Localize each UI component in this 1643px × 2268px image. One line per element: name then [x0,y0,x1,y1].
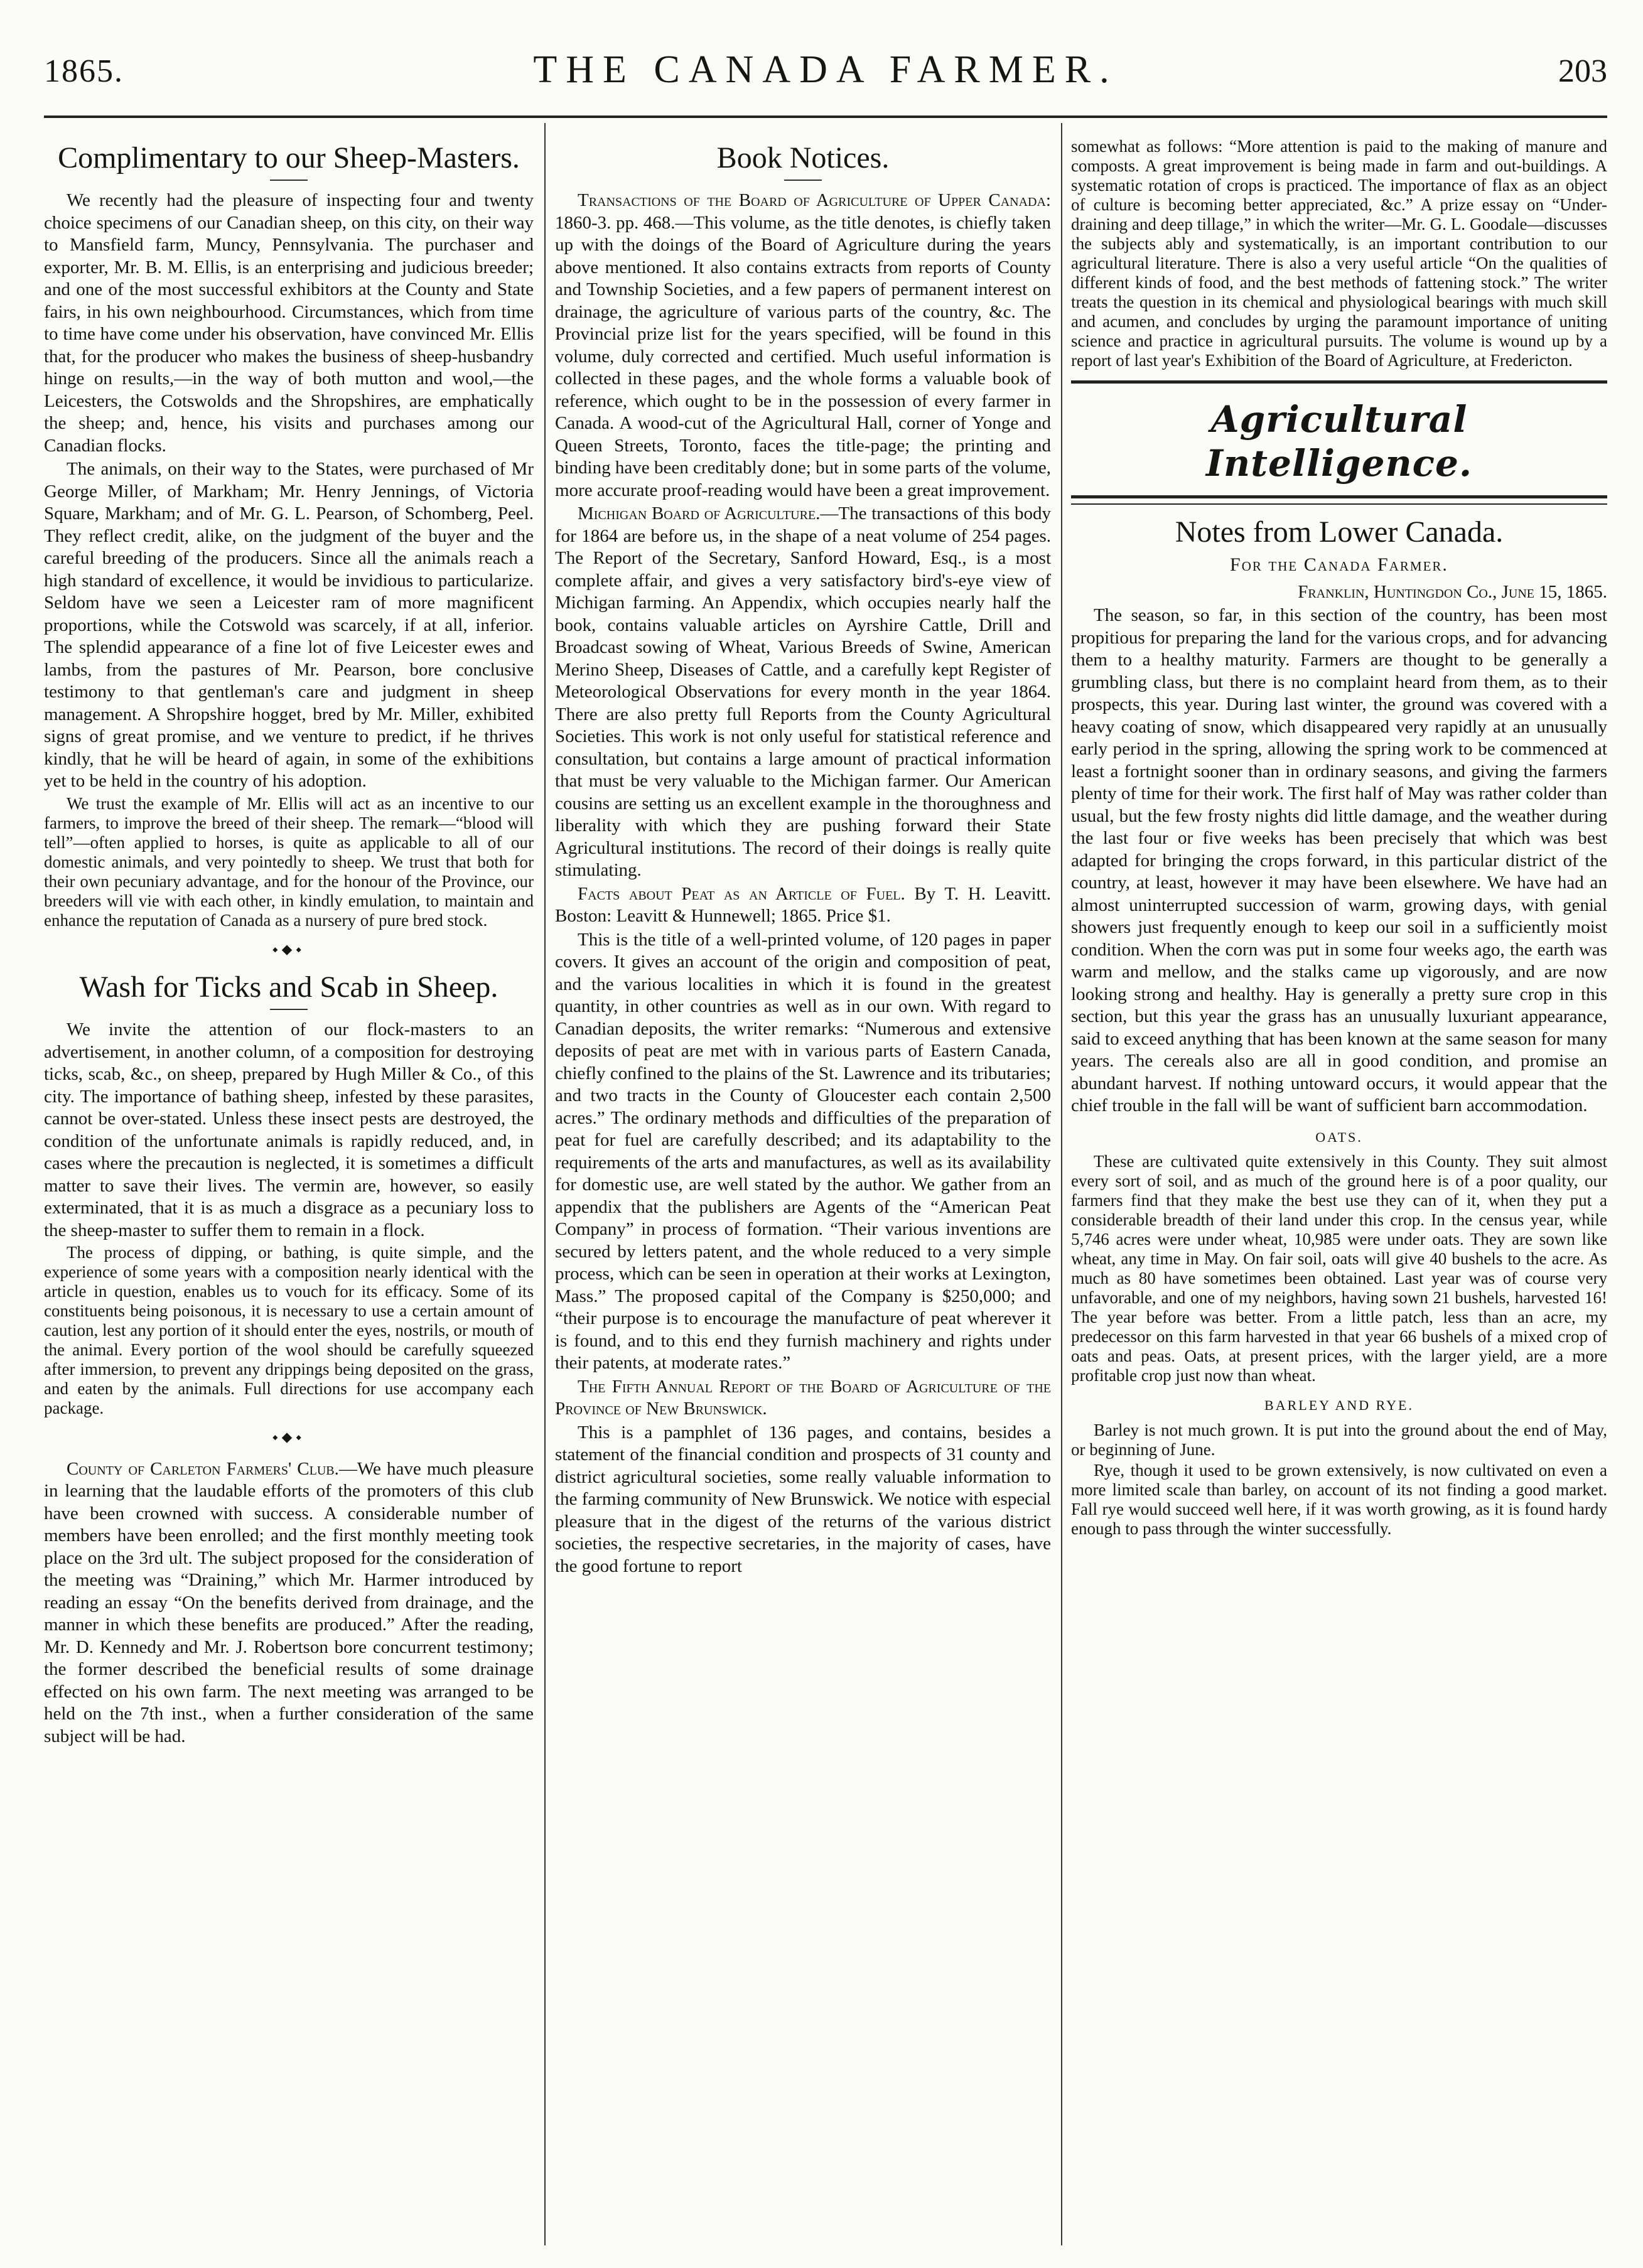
article-paragraph: Barley is not much grown. It is put into the ground about the end of May, or beginning of June. [1071,1420,1607,1459]
article-text: —We have much pleasure in learning that the laudable efforts of the promoters of this club have been crowned with success. A considerable number of members have been enrolled; and the first monthly meeting took place on the 3rd ult. The subject proposed for the consideration of the meeting was “Draining,” which Mr. Harmer introduced by reading an essay “On the benefits derived from drainage, and the manner in which these benefits are produced.” After the reading, Mr. D. Kennedy and Mr. J. Robertson bore concurrent testimony; the former described the beneficial results of some drainage effected on his own farm. The next meeting was arranged to be held on the 7th inst., when a further consideration of the same subject will be had. [44,1458,534,1746]
lead-in: The Fifth Annual Report of the Board of Agriculture of the Province of New Brunswick. [555,1376,1051,1419]
ornament-divider: ⬩⬥⬩ [272,941,306,958]
section-rule-top [1071,380,1607,384]
header-rule [44,116,1607,118]
column-1 [44,137,534,1749]
lead-in: Transactions of the Board of Agriculture of Upper Canada: [578,190,1051,210]
article-paragraph: The process of dipping, or bathing, is quite simple, and the experience of some years with a composition nearly identical with the article in question, enables us to vouch for its efficacy. Some of its constituents being poisonous, it is necessary to use a certain amount of caution, lest any portion of it should enter the eyes, nostrils, or mouth of the animal. Every portion of the wool should be carefully squeezed after immersion, to prevent any drippings being deposited on the grass, and eaten by the animals. Full directions for use accompany each package. [44,1243,534,1417]
article-paragraph: Rye, though it used to be grown extensively, is now cultivated on even a more limited scale than barley, on account of its not finding a good market. Fall rye would succeed well here, if it was worth growing, as it is found hardy enough to pass through the winter successfully. [1071,1460,1607,1538]
byline: For the Canada Farmer. [1230,554,1448,575]
article-paragraph: We invite the attention of our flock-masters to an advertisement, in another column, of a composition for destroying ticks, scab, &c., on sheep, prepared by Hugh Miller & Co., of this city. The importance of bathing sheep, infested by these parasites, cannot be over-stated. Unless these insect pests are destroyed, the condition of the unfortunate animals is rapidly reduced, and, in cases where the precaution is neglected, it is sometimes a difficult matter to save their lives. The vermin are, however, so easily exterminated, that it is as much a disgrace as a pecuniary loss to the sheep-master to suffer them to remain in a flock. [44,1019,534,1240]
book-notice-michigan [555,503,1051,882]
article-title-wash-ticks: Wash for Ticks and Scab in Sheep. [79,970,498,1004]
page-header [44,29,1607,104]
lead-in: Michigan Board of Agriculture. [578,503,821,524]
article-paragraph: These are cultivated quite extensively in this County. They suit almost every sort of soil, and as much of the ground here is of a poor quality, our farmers find that they make the best use they can of it, when they put a considerable breadth of their land under this crop. In the census year, while 5,746 acres were under wheat, 10,985 were under oats. They are sown like wheat, any time in May. On fair soil, oats will give 40 bushels to the acre. As much as 80 have sometimes been obtained. Last year was of course very unfavorable, and one of my neighbors, having sown 21 bushels, harvested 16! The year before was better. From a little patch, less than an acre, my predecessor on this farm harvested in that year 66 bushels of a mixed crop of oats and peas. Oats, at present prices, with the larger yield, are a more profitable crop just now than wheat. [1071,1152,1607,1385]
header-year: 1865. [44,53,124,89]
section-rule-mid [1071,495,1607,498]
title-rule [784,180,822,181]
notice-text: —The transactions of this body for 1864 are before us, in the shape of a neat volume of 254 pages. The Report of the Secretary, Sanford Howard, Esq., is a most complete affair, and gives a very satisfactory bird's-eye view of Michigan farming. An Appendix, which occupies nearly half the book, contains valuable articles on Ayrshire Cattle, Drill and Broadcast sowing of Wheat, Various Breeds of Swine, American Merino Sheep, Diseases of Cattle, and a carefully kept Register of Meteorological Observations for every month in the year 1864. There are also pretty full Reports from the County Agricultural Societies. This work is not only useful for statistical reference and consultation, but contains a large amount of practical information that must be very valuable to the Michigan farmer. Our American cousins are setting us an excellent example in the thoroughness and liberality with which they are pushing forward their State Agricultural institutions. The record of their doings is really quite stimulating. [555,503,1051,880]
notice-text: 1860-3. pp. 468.—This volume, as the title denotes, is chiefly taken up with the doings of the Board of Agriculture during the years above mentioned. It also contains extracts from reports of County and Township Societies, and a few papers of permanent interest on drainage, the agriculture of various parts of the country, &c. The Provincial prize list for the years specified, will be found in this volume, duly corrected and certified. Much useful information is collected in these pages, and the whole forms a valuable book of reference, which ought to be in the possession of every farmer in Canada. A wood-cut of the Agricultural Hall, corner of Yonge and Queen Streets, Toronto, faces the title-page; the printing and binding have been creditably done; but in some parts of the volume, more accurate proof-reading would have been a great improvement. [555,212,1051,500]
book-notice-upper-canada [555,190,1051,502]
page-number: 203 [1558,53,1607,89]
lead-in: County of Carleton Farmers' Club. [67,1458,339,1479]
book-notice-peat: This is the title of a well-printed volume, of 120 pages in paper covers. It gives an account of the origin and composition of peat, and the various localities in which it is found in the greatest quantity, in other countries as well as in our own. With regard to Canadian deposits, the writer remarks: “Numerous and extensive deposits of peat are met with in various parts of Eastern Canada, chiefly confined to the plains of the St. Lawrence and its tributaries; and two tracts in the County of Gloucester each contain 2,500 acres.” The ordinary methods and difficulties of the preparation of peat for fuel are carefully described; and its adaptability to the requirements of the arts and manufactures, as well as its availability for domestic use, are well stated by the author. We gather from an appendix that the publishers are Agents of the “American Peat Company” in process of formation. “Their various inventions are secured by letters patent, and the whole reduced to a very simple process, which can be seen in operation at their works at Lexington, Mass.” The proposed capital of the Company is $250,000; and “their purpose is to encourage the manufacture of peat wherever it is found, and to this end they furnish machinery and rights under their patents, at moderate rates.” [555,929,1051,1373]
book-notice-new-brunswick: This is a pamphlet of 136 pages, and contains, besides a statement of the financial condition and prospects of 31 county and district agricultural societies, some really valuable information to the farming community of New Brunswick. We notice with especial pleasure that in the digest of the returns of the various district societies, the respective secretaries, in the majority of cases, have the good fortune to report [555,1422,1051,1576]
column-divider-2 [1061,123,1062,2245]
column-divider-1 [544,123,546,2245]
masthead-title: THE CANADA FARMER. [533,48,1118,91]
article-paragraph: The season, so far, in this section of the country, has been most propitious for preparing the land for the various crops, and for advancing them to a healthy maturity. Farmers are thought to be generally a grumbling class, but there is no complaint heard from them, as to their prospects, this year. During last winter, the ground was covered with a heavy coating of snow, which disappeared very rapidly at an unusually early period in the spring, allowing the spring work to be commenced at least a fortnight sooner than in ordinary seasons, and giving the farmers plenty of time for their work. The first half of May was rather colder than usual, but the few frosty nights did little damage, and the weather during the last four or five weeks has been precisely that which was best adapted for bringing the crops forward, in this particular district of the country, at least, however it may have been elsewhere. We have had an almost uninterrupted succession of warm, growing days, with genial showers just frequently enough to keep our soil in a sufficiently moist condition. When the corn was put in some four weeks ago, the earth was warm and mellow, and the stalks came up vigorously, and are now looking strong and healthy. Hay is generally a pretty sure crop in this section, but this year the grass has an unusually luxuriant appearance, said to exceed anything that has been known at the same season for many years. The cereals also are all in good condition, and promise an abundant harvest. If nothing untoward occurs, it would appear that the chief trouble in the fall will be want of sufficient barn accommodation. [1071,605,1607,1115]
citation: By T. H. Leavitt. Boston: Leavitt & Hunnewell; 1865. Price $1. [555,883,1051,926]
book-notice-peat-heading [555,883,1051,928]
article-paragraph: We recently had the pleasure of inspecting four and twenty choice specimens of our Canadian sheep, on this city, on their way to Mansfield farm, Muncy, Pennsylvania. The purchaser and exporter, Mr. B. M. Ellis, is an enterprising and judicious breeder; and one of the most successful exhibitors at the County and State fairs, in his own neighbourhood. Circumstances, which from time to time have come under his observation, have convinced Mr. Ellis that, for the producer who makes the business of sheep-husbandry hinge on results,—in the way of both mutton and wool,—the Leicesters, the Cotswolds and the Shropshires, are emphatically the sheep; and, hence, his visits and purchases among our Canadian flocks. [44,190,534,456]
article-paragraph: We trust the example of Mr. Ellis will act as an incentive to our farmers, to improve the breed of their sheep. The remark—“blood will tell”—often applied to horses, is quite as applicable to all of our domestic animals, and very pointedly to sheep. We trust that both for their own pecuniary advantage, and for the honour of the Province, our breeders will vie with each other, in kindly emulation, to maintain and enhance the reputation of Canada as a nursery of pure bred stock. [44,793,534,930]
section-heading-agricultural-intelligence: Agricultural Intelligence. [1205,398,1473,485]
title-rule [270,180,308,181]
title-rule [270,1009,308,1010]
ornament-divider: ⬩⬥⬩ [272,1429,306,1446]
subhead-oats: OATS. [1315,1129,1363,1145]
article-paragraph: The animals, on their way to the States, were purchased of Mr George Miller, of Markham; Mr. Henry Jennings, of Victoria Square, Markham; and of Mr. G. L. Pearson, of Schomberg, Peel. They reflect credit, alike, on the judgment of the buyer and the careful breeding of the producers. Since all the animals reach a high standard of excellence, it would be invidious to particularize. Seldom have we seen a Leicester ram of more magnificent proportions, while the Cotswold was scarcely, if at all, inferior. The splendid appearance of a fine lot of five Leicester ewes and lambs, from the pastures of Mr. Pearson, bore conclusive testimony to that gentleman's care and judgment in sheep management. A Shropshire hogget, bred by Mr. Miller, exhibited signs of great promise, and we venture to predict, if he thrives kindly, that he will be heard of again, in some of the exhibitions yet to be held in the country of his adoption. [44,459,534,791]
column-2 [555,137,1051,1579]
continued-paragraph: somewhat as follows: “More attention is paid to the making of manure and composts. A great improvement is being made in farm and out-buildings. A systematic rotation of crops is practiced. The importance of flax as an object of culture is becoming better appreciated, &c.” A prize essay on “Under-draining and deep tillage,” in which the writer—Mr. G. L. Goodale—discusses the subjects ably and systematically, is an important contribution to our agricultural literature. There is also a very useful article “On the qualities of different kinds of food, and the best methods of fattening stock.” The writer treats the question in its chemical and physiological bearings with much skill and acumen, and concludes by urging the paramount importance of uniting science and practice in agricultural pursuits. The volume is wound up by a report of last year's Exhibition of the Board of Agriculture, at Fredericton. [1071,137,1607,370]
section-rule-bottom [1071,503,1607,505]
subhead-barley-rye: BARLEY AND RYE. [1264,1397,1414,1413]
book-notice-new-brunswick-heading [555,1376,1051,1421]
column-3 [1071,137,1607,1540]
article-paragraph-carleton-club [44,1458,534,1748]
lead-in: Facts about Peat as an Article of Fuel. [578,883,905,904]
dateline: Franklin, Huntingdon Co., June 15, 1865. [1298,581,1607,602]
article-title-sheep-masters: Complimentary to our Sheep-Masters. [58,141,520,175]
section-title-book-notices: Book Notices. [716,141,890,175]
article-title-lower-canada: Notes from Lower Canada. [1175,515,1504,549]
